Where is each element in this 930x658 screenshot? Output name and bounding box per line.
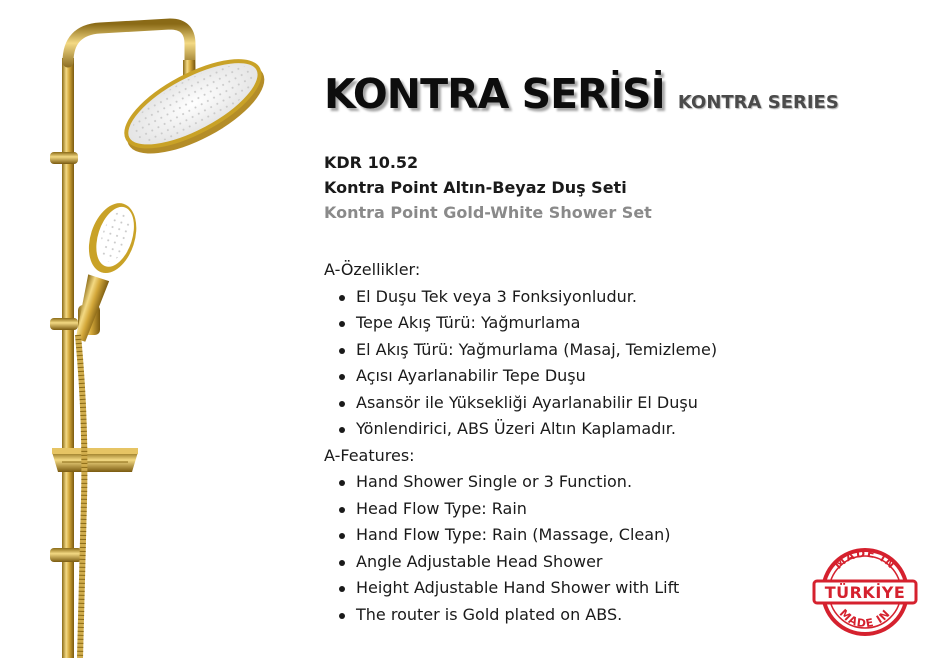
features-tr-heading: A-Özellikler: [324,260,421,279]
svg-text:MADE IN [837,607,893,631]
list-item: Yönlendirici, ABS Üzeri Altın Kaplamadır. [324,416,717,443]
series-title-tr: KONTRA SERİSİ [324,70,665,118]
series-title [324,70,839,118]
list-item: Açısı Ayarlanabilir Tepe Duşu [324,363,717,390]
features-list [324,257,717,628]
column-pipe [62,58,74,658]
list-item: Angle Adjustable Head Shower [324,549,717,576]
made-in-turkiye-badge [812,546,918,638]
bracket-mid [50,318,78,330]
features-en-items [324,469,717,628]
product-code: KDR 10.52 [324,153,419,172]
list-item: Asansör ile Yüksekliği Ayarlanabilir El Duşu [324,390,717,417]
badge-bottom-arc: MADE IN [836,606,894,631]
list-item: Head Flow Type: Rain [324,496,717,523]
shower-set-image [0,0,300,658]
column-bend [68,24,190,72]
features-tr-items [324,284,717,443]
list-item: El Duşu Tek veya 3 Fonksiyonludur. [324,284,717,311]
series-title-en: KONTRA SERIES [677,92,839,113]
list-item: El Akış Türü: Yağmurlama (Masaj, Temizleme) [324,337,717,364]
list-item: Tepe Akış Türü: Yağmurlama [324,310,717,337]
list-item: The router is Gold plated on ABS. [324,602,717,629]
list-item: Height Adjustable Hand Shower with Lift [324,575,717,602]
product-name-en: Kontra Point Gold-White Shower Set [324,203,652,222]
bracket-low [50,548,82,562]
bracket-top [50,152,78,164]
soap-tray [52,448,138,472]
badge-country-text: TÜRKİYE [824,583,906,602]
svg-text:MADE IN [832,547,899,572]
list-item: Hand Flow Type: Rain (Massage, Clean) [324,522,717,549]
product-info [324,150,652,225]
list-item: Hand Shower Single or 3 Function. [324,469,717,496]
features-en-heading: A-Features: [324,445,415,465]
badge-top-arc: MADE IN [831,546,899,572]
product-name-tr: Kontra Point Altın-Beyaz Duş Seti [324,178,627,197]
